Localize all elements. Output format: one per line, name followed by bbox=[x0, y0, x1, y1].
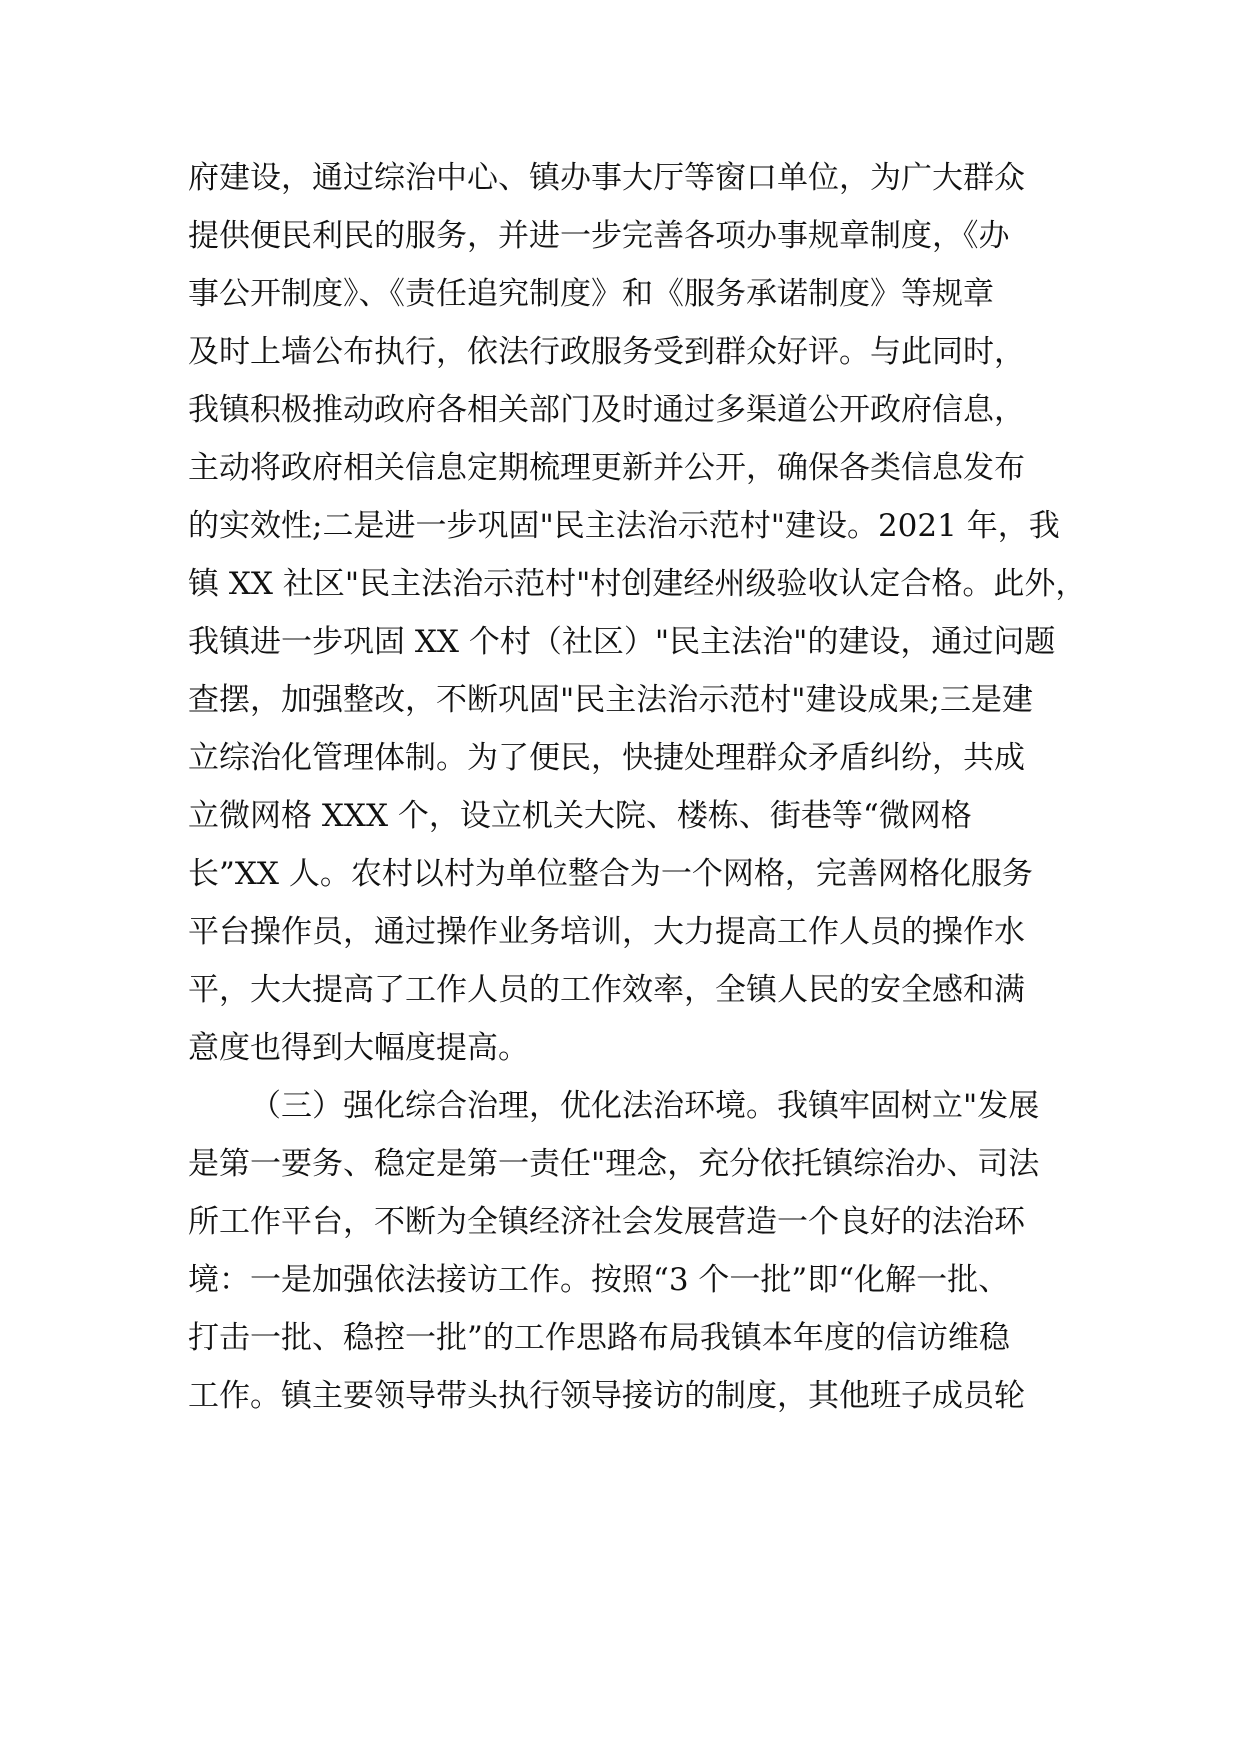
paragraph-first-line: （三）强化综合治理，优化法治环境。我镇牢固树立"发展 bbox=[250, 1088, 1040, 1124]
text-line: 是第一要务、稳定是第一责任"理念，充分依托镇综治办、司法 bbox=[188, 1146, 1040, 1182]
text-line: 我镇进一步巩固 XX 个村（社区）"民主法治"的建设，通过问题 bbox=[188, 624, 1056, 660]
text-line: 的实效性;二是进一步巩固"民主法治示范村"建设。2021 年，我 bbox=[188, 508, 1060, 544]
text-line: 主动将政府相关信息定期梳理更新并公开，确保各类信息发布 bbox=[188, 450, 1025, 486]
text-line: 查摆，加强整改，不断巩固"民主法治示范村"建设成果;三是建 bbox=[188, 682, 1033, 718]
text-line: 立微网格 XXX 个，设立机关大院、楼栋、街巷等“微网格 bbox=[188, 798, 972, 834]
text-line: 平，大大提高了工作人员的工作效率，全镇人民的安全感和满 bbox=[188, 972, 1025, 1008]
text-line: 打击一批、稳控一批”的工作思路布局我镇本年度的信访维稳 bbox=[188, 1320, 1010, 1356]
text-line: 立综治化管理体制。为了便民，快捷处理群众矛盾纠纷，共成 bbox=[188, 740, 1025, 776]
text-line: 府建设，通过综治中心、镇办事大厅等窗口单位，为广大群众 bbox=[188, 160, 1025, 196]
text-line: 意度也得到大幅度提高。 bbox=[188, 1030, 529, 1066]
text-line: 平台操作员，通过操作业务培训，大力提高工作人员的操作水 bbox=[188, 914, 1025, 950]
text-line: 镇 XX 社区"民主法治示范村"村创建经州级验收认定合格。此外， bbox=[188, 566, 1087, 602]
text-line: 长”XX 人。农村以村为单位整合为一个网格，完善网格化服务 bbox=[188, 856, 1033, 892]
text-line: 及时上墙公布执行，依法行政服务受到群众好评。与此同时， bbox=[188, 334, 1025, 370]
text-line: 境：一是加强依法接访工作。按照“3 个一批”即“化解一批、 bbox=[188, 1262, 1010, 1298]
text-line: 我镇积极推动政府各相关部门及时通过多渠道公开政府信息， bbox=[188, 392, 1025, 428]
text-line: 提供便民利民的服务，并进一步完善各项办事规章制度，《办 bbox=[188, 218, 1010, 254]
text-line: 所工作平台，不断为全镇经济社会发展营造一个良好的法治环 bbox=[188, 1204, 1025, 1240]
text-line: 事公开制度》、《责任追究制度》和《服务承诺制度》等规章 bbox=[188, 276, 994, 312]
text-line: 工作。镇主要领导带头执行领导接访的制度，其他班子成员轮 bbox=[188, 1378, 1025, 1414]
